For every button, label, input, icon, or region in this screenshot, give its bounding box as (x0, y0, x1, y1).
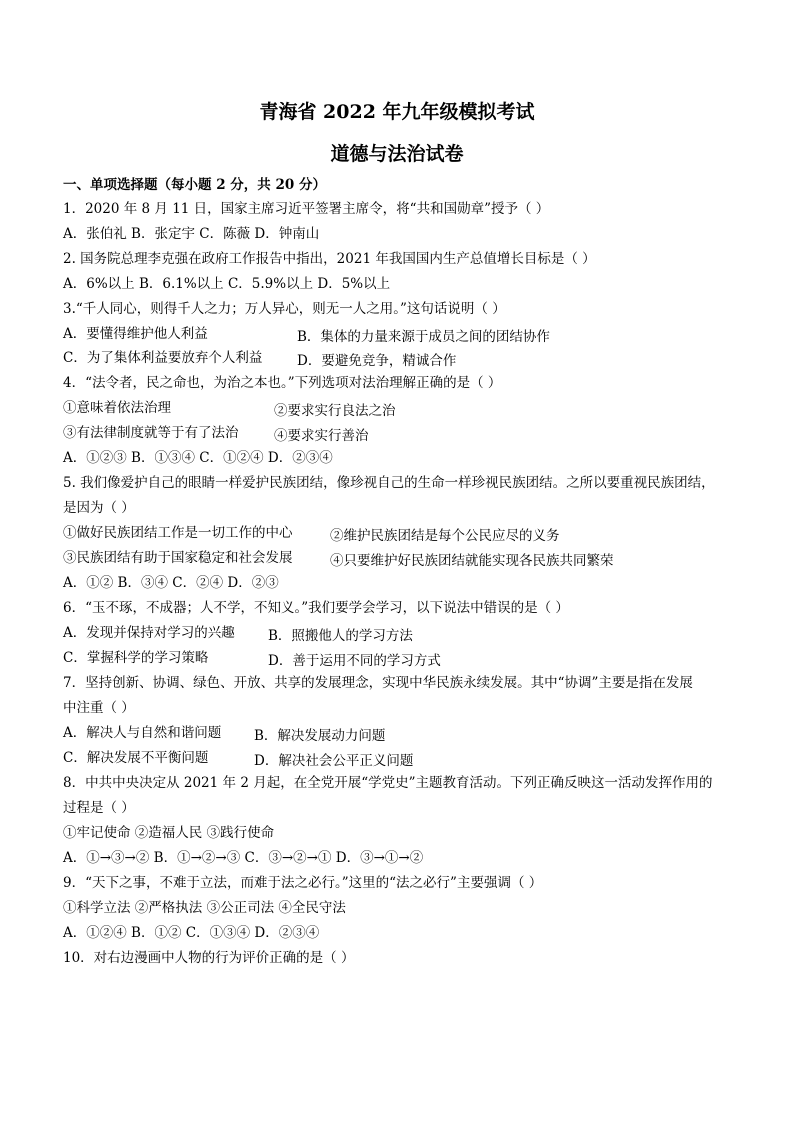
question-8-line-2: 过程是（ ） (63, 800, 135, 816)
question-7-option-a: A．解决人与自然和谐问题 (63, 725, 222, 741)
exam-title: 青海省 2022 年九年级模拟考试 (259, 101, 535, 123)
question-9-statements: ①科学立法 ②严格执法 ③公正司法 ④全民守法 (63, 900, 346, 916)
question-6-option-d: D．善于运用不同的学习方式 (268, 653, 441, 669)
question-8-options: A．①→③→② B．①→②→③ C．③→②→① D．③→①→② (63, 850, 424, 866)
question-4-statement-2: ②要求实行良法之治 (274, 403, 396, 419)
question-6-option-b: B．照搬他人的学习方法 (268, 628, 413, 644)
question-5-options: A．①② B．③④ C．②④ D．②③ (63, 575, 279, 591)
question-1: 1．2020 年 8 月 11 日，国家主席习近平签署主席令，将“共和国勋章”授予（ ） (63, 201, 550, 217)
question-5-statement-1: ①做好民族团结工作是一切工作的中心 (63, 525, 293, 541)
question-8-statements: ①牢记使命 ②造福人民 ③践行使命 (63, 825, 275, 841)
question-1-options: A．张伯礼 B．张定宇 C．陈薇 D．钟南山 (63, 226, 320, 242)
question-7-line-2: 中注重（ ） (63, 700, 135, 716)
question-3-option-a: A．要懂得维护他人利益 (63, 326, 208, 342)
exam-subtitle: 道德与法治试卷 (330, 143, 464, 165)
question-4-statement-3: ③有法律制度就等于有了法治 (63, 425, 239, 441)
question-3-option-c: C．为了集体利益要放弃个人利益 (63, 350, 263, 366)
question-3-option-b: B．集体的力量来源于成员之间的团结协作 (297, 329, 550, 345)
question-9: 9．“天下之事，不难于立法，而难于法之必行。”这里的“法之必行”主要强调（ ） (63, 875, 543, 891)
question-7-option-d: D．解决社会公平正义问题 (254, 753, 414, 769)
question-3-option-d: D．要避免竞争，精诚合作 (297, 353, 457, 369)
question-4: 4．“法令者，民之命也，为治之本也。”下列选项对法治理解正确的是（ ） (63, 375, 502, 391)
question-8-line-1: 8．中共中央决定从 2021 年 2 月起，在全党开展“学党史”主题教育活动。下列正确反映这一活动发挥作用的 (63, 775, 713, 791)
question-6-option-a: A．发现并保持对学习的兴趣 (63, 625, 235, 641)
question-3: 3.“千人同心，则得千人之力；万人异心，则无一人之用。”这句话说明（ ） (63, 301, 506, 317)
question-7-option-b: B．解决发展动力问题 (254, 728, 386, 744)
question-5-line-2: 是因为（ ） (63, 500, 135, 516)
question-10: 10．对右边漫画中人物的行为评价正确的是（ ） (63, 950, 355, 966)
question-6: 6．“玉不琢，不成器；人不学，不知义。”我们要学会学习，以下说法中错误的是（ ） (63, 600, 569, 616)
question-7-line-1: 7．坚持创新、协调、绿色、开放、共享的发展理念，实现中华民族永续发展。其中“协调”主要是指在发展 (63, 675, 693, 691)
question-4-options: A．①②③ B．①③④ C．①②④ D．②③④ (63, 450, 333, 466)
question-4-statement-4: ④要求实行善治 (274, 428, 369, 444)
section-heading: 一、单项选择题（每小题 2 分，共 20 分） (63, 177, 326, 193)
question-5-line-1: 5. 我们像爱护自己的眼睛一样爱护民族团结，像珍视自己的生命一样珍视民族团结。之所以要重视民族团结， (63, 475, 715, 491)
question-6-option-c: C．掌握科学的学习策略 (63, 650, 209, 666)
question-5-statement-3: ③民族团结有助于国家稳定和社会发展 (63, 550, 293, 566)
question-7-option-c: C．解决发展不平衡问题 (63, 750, 209, 766)
question-2-options: A．6%以上 B．6.1%以上 C．5.9%以上 D．5%以上 (63, 276, 391, 292)
question-5-statement-4: ④只要维护好民族团结就能实现各民族共同繁荣 (330, 553, 614, 569)
question-4-statement-1: ①意味着依法治理 (63, 400, 171, 416)
question-5-statement-2: ②维护民族团结是每个公民应尽的义务 (330, 528, 560, 544)
question-2: 2. 国务院总理李克强在政府工作报告中指出，2021 年我国国内生产总值增长目标是（ ） (63, 251, 596, 267)
question-9-options: A．①②④ B．①② C．①③④ D．②③④ (63, 925, 320, 941)
